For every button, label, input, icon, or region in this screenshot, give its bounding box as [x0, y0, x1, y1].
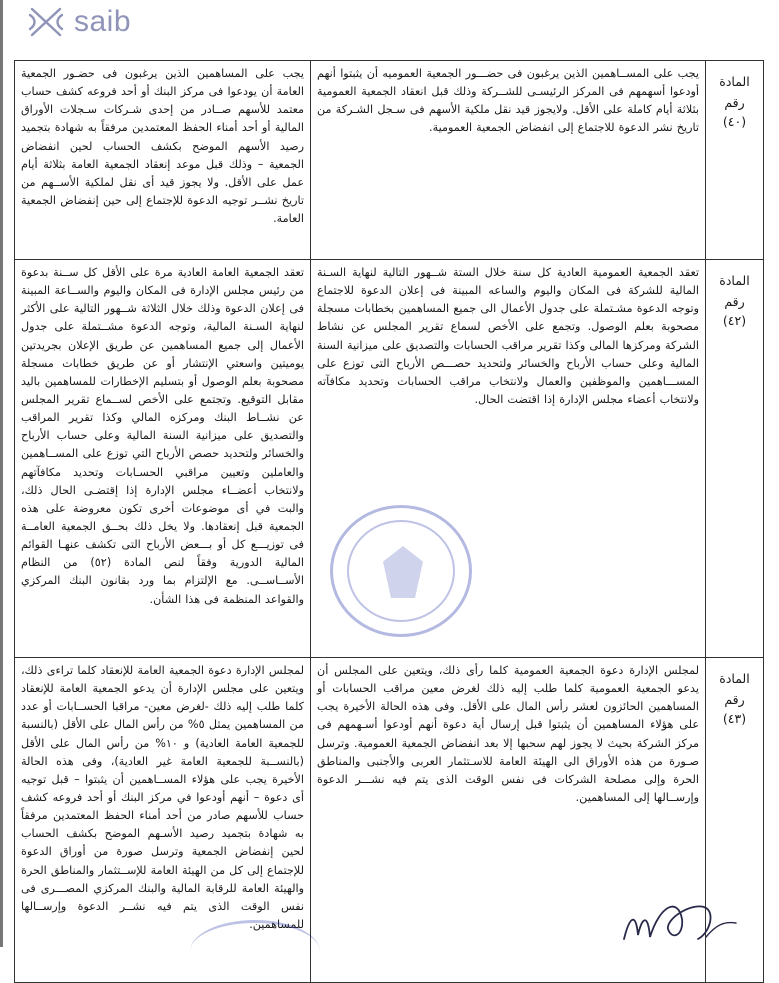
- article-label: المادة رقم: [719, 671, 750, 708]
- article-cell: [706, 658, 764, 983]
- current-text: يجب على المساهمين الذين يرغبون فى حضـور الجمعية العامة أن يودعوا فى مركز البنك أو أحد فروعه كشف حساب معتمد للأسهم صــادر من إحدى شـركات سـجلات الأوراق المالية أو أحد أمناء الحفظ المعتمدين مرفقاً به شهادة بتجميد رصيد الأسهم الموضح بكشف الحساب لحين انفضاض الجمعية – وذلك قبل موعد إنعقاد الجمعية العامة بثلاثة أيام عمل على الأقل. ولا يجوز قيد أى نقل لملكية الأســهم من تاريخ نشــر توجيه الدعوة للإجتماع إلى حين إنفضاض الجمعية العامة.: [21, 67, 304, 226]
- logo-text: saib: [74, 5, 132, 38]
- current-text-cell: [15, 260, 311, 658]
- table-row: [15, 61, 764, 260]
- table-row: [15, 260, 764, 658]
- article-number: (٤٢): [722, 312, 747, 328]
- proposed-text: تعقد الجمعية العمومية العادية كل سنة خلال الستة شــهور التالية لنهاية السـنة المالية للشركة فى المكان واليوم والساعه المبينة فى إعلان الدعوة للاجتماع وتوجه الدعوة مشـتملة على جدول الأعمال الى جميع المساهمين بخطابات مسجلة مصحوبة بعلم الوصول. وتجمع على الأخص لسماع تقرير المجلس عن نشاط الشركة ومركزها المالى وكذا تقرير مراقب الحسابات والتصديق على ميزانية السنة المالية وعلى حساب الأرباح والخسائر ولتحديد حصـــص الأرباح التى توزع على المســـاهمين والموظفين والعمال ولانتخاب مراقب الحسابات وتحديد مكافآته ولانتخاب أعضاء مجلس الإدارة إذا اقتضت الحال.: [317, 266, 699, 406]
- article-cell: [706, 61, 764, 260]
- current-text-cell: [15, 658, 311, 983]
- article-label: المادة رقم: [719, 273, 750, 310]
- article-number: (٤٣): [722, 710, 747, 726]
- saib-knot-logo-icon: [26, 5, 66, 39]
- article-label: المادة رقم: [719, 74, 750, 111]
- proposed-text-cell: [311, 658, 706, 983]
- current-text: تعقد الجمعية العامة العادية مرة على الأقل كل ســنة بدعوة من رئيس مجلس الإدارة فى المكان واليوم والســاعة المبينة فى إعلان الدعوة وذلك خلال الثلاثة شــهور التالية على الأكثر لنهاية السـنة المالية، وتوجه الدعوة مشــتملة على جدول الأعمال إلى جميع المساهمين عن طريق الإعلان بجريدتين يوميتين واسعتي الإنتشار أو عن طريق خطابات مسجلة مصحوبة بعلم الوصول أو بتسليم الإخطارات للمساهمين باليد مقابل التوقيع. وتجتمع على الأخص لســماع تقرير المجلس عن نشــاط البنك ومركزه المالي وكذا تقرير المراقب والتصديق على ميزانية السنة المالية وعلى حساب الأرباح والخسائر ولتحديد حصص الأرباح التي توزع على المســاهمين والعاملين وتعيين مراقبي الحسـابات وتحديد مكافآتهم ولانتخاب أعضــاء مجلس الإدارة إذا إقتضـى الحال ذلك، والبت في أى موضوعات أخرى تكون معروضة على هذه الجمعية قبل إنعقادها. ولا يخل ذلك بحــق الجمعية العامــة فى توزيـــع كل أو بـــعض الأرباح التى تكشف عنهـا القوائم المالية الدورية وفقاً لنص المادة (٥٢) من النظام الأســاســى. مع الإلتزام بما ورد بقانون البنك المركزي والقواعد المنظمة فى هذا الشأن.: [21, 266, 304, 606]
- proposed-text-cell: [311, 61, 706, 260]
- proposed-text: يجب على المســاهمين الذين يرغبون فى حضـــور الجمعية العموميه أن يثبتوا أنهم أودعوا أسهمهم فى المركز الرئيسـى للشــركة وذلك قبل انعقاد الجمعية العمومية بثلاثة أيام كاملة على الأقل. ولايجوز قيد نقل ملكية الأسهم فى سـجل الشـركة من تاريخ نشر الدعوة للاجتماع إلى انفضاض الجمعية العمومية.: [317, 67, 699, 135]
- article-number: (٤٠): [722, 113, 747, 129]
- articles-comparison-table: [14, 60, 764, 983]
- header-logo: [26, 4, 131, 40]
- table-row: [15, 658, 764, 983]
- proposed-text-cell: [311, 260, 706, 658]
- scan-edge: [0, 0, 3, 947]
- proposed-text: لمجلس الإدارة دعوة الجمعية العمومية كلما رأى ذلك، ويتعين على المجلس أن يدعو الجمعية العمومية كلما طلب إليه ذلك لغرض معين مراقب الحسابات أو المساهمين الحائزون لعشر رأس المال على الأقل. وفى هذه الحالة الأخيرة يجب على هؤلاء المساهمين أن يثبتوا قبل إرسال أية دعوة أنهم أودعوا أسـهمهم فى مركز الشركة بحيث لا يجوز لهم سحبها إلا بعد انفضاض الجمعية العمومية. وترسل صـورة من هذه الأوراق الى الهيئة العامة للاسـتثمار العربى والأجنبى والمناطق الحرة وإلى مصلحة الشركات فى نفس الوقت الذى يتم فيه نشـــر الدعوة وإرســالها إلى المساهمين.: [317, 664, 699, 804]
- current-text: لمجلس الإدارة دعوة الجمعية العامة للإنعقاد كلما تراءى ذلك، ويتعين على مجلس الإدارة أن يدعو الجمعية العامة للإنعقاد كلما طلب إليه ذلك -لغرض معين- مراقبا الحســابات أو عدد من المساهمين يمثل ٥% من رأس المال على الأقل (بالنسبة للجمعية العامة العادية) و ١٠% من رأس المال على الأقل (بالنســبة للجمعية العامة غير العادية)، وفى هذه الحالة الأخيرة يجب على هؤلاء المســاهمين أن يثبتوا – قبل توجيه أى دعوة – أنهم أودعوا في مركز البنك أو أحد فروعه كشف حساب للأسهم صادر من أحد أمناء الحفظ المعتمدين مرفقاً به شهادة بتجميد رصيد الأسـهم الموضح بكشف الحساب لحين إنفضاض الجمعية وترسل صورة من أوراق الدعوة للإجتماع إلى كل من الهيئة العامة للإســتثمار والمناطق الحرة والهيئة العامة للرقابة المالية والبنك المركزي المصـــرى فى نفس الوقت الذى يتم فيه نشــر الدعوة وإرســالها للمساهمين.: [21, 664, 304, 931]
- current-text-cell: [15, 61, 311, 260]
- article-cell: [706, 260, 764, 658]
